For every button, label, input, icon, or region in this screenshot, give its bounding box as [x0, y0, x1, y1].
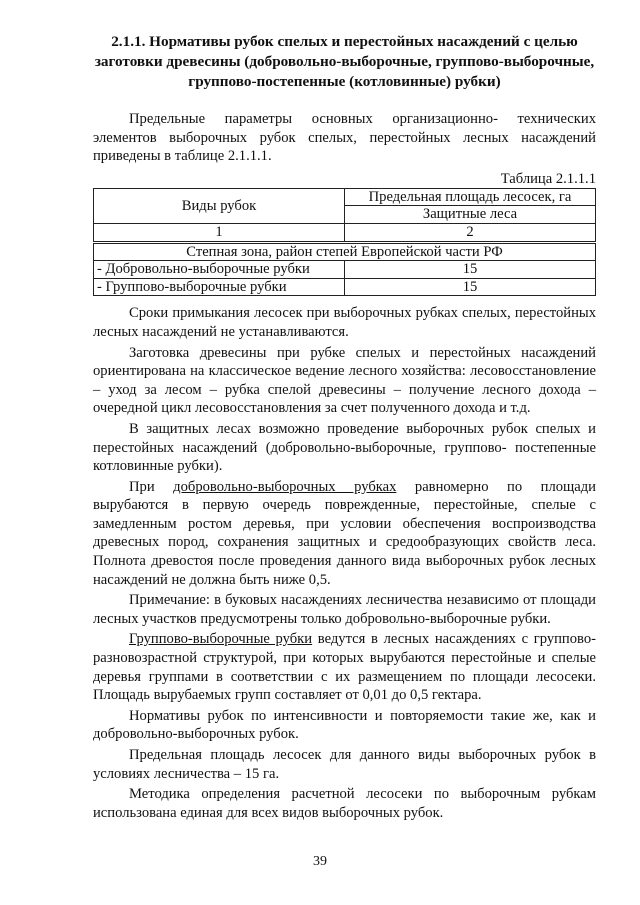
paragraph-protective: В защитных лесах возможно проведение выборочных рубок спелых и перестойных насаждений (добровольно-выборочные, группово- постепенные котловинные рубки).: [93, 420, 596, 475]
row-area-value: 15: [345, 278, 596, 296]
paragraph-max-area: Предельная площадь лесосек для данного виды выборочных рубок в условиях лесничества – 15 га.: [93, 747, 596, 782]
section-heading: 2.1.1. Нормативы рубок спелых и перестойных насаждений с целью заготовки древесины (добровольно-выборочные, группово-выборочные, группово-постепенные (котловинные) рубки): [94, 33, 595, 90]
table-row: [94, 278, 596, 296]
paragraph-intensity: Нормативы рубок по интенсивности и повторяемости такие же, как и добровольно-выборочных рубок.: [93, 707, 596, 743]
table-row: [94, 261, 596, 279]
column-number-1: 1: [94, 223, 345, 242]
document-page: [93, 32, 596, 822]
group-selective-term: Группово-выборочные рубки: [129, 631, 313, 648]
paragraph-voluntary-selective: [93, 478, 596, 590]
norms-table: [93, 188, 596, 297]
header-cut-types: Виды рубок: [94, 188, 345, 223]
paragraph-harvesting: Заготовка древесины при рубке спелых и перестойных насаждений ориентирована на классическое ведение лесного хозяйства: лесовосстановление – уход за лесом – рубка спелой древесины – получение лесного дохода – очередной цикл лесовосстановления за счет полученного дохода и т.д.: [93, 344, 596, 417]
intro-paragraph: Предельные параметры основных организационно- технических элементов выборочных рубок спелых, перестойных лесных насаждений приведены в таблице 2.1.1.1.: [93, 111, 596, 165]
p6-post: ведутся в лесных насаждениях с группово-разновозрастной структурой, при которых вырубаются перестойные и спелые деревья группами в соответствии с их размещением по площади лесосеки. Площадь вырубаемых групп составляет от 0,01 до 0,5 гектара.: [93, 631, 596, 704]
header-max-area: Предельная площадь лесосек, га: [345, 188, 596, 206]
p4-pre: При: [129, 478, 174, 495]
subheader-protective-forests: Защитные леса: [345, 206, 596, 224]
paragraph-adjacency: Сроки примыкания лесосек при выборочных рубках спелых, перестойных лесных насаждений не устанавливаются.: [93, 305, 596, 340]
row-cut-type: - Группово-выборочные рубки: [94, 278, 345, 296]
page-number: 39: [313, 854, 327, 869]
table-caption: Таблица 2.1.1.1: [500, 170, 596, 187]
column-number-2: 2: [345, 223, 596, 242]
row-area-value: 15: [345, 261, 596, 279]
p4-post: равномерно по площади вырубаются в первую очередь поврежденные, перестойные, спелые с замедленным ростом деревья, при условии обеспечения воспроизводства древесных пород, сохранения защитных и средообразующих свойств леса. Полнота древостоя после проведения данного вида выборочных рубок лесных насаждений не должна быть ниже 0,5.: [93, 478, 596, 588]
paragraph-note: Примечание: в буковых насаждениях лесничества независимо от площади лесных участков предусмотрены только добровольно-выборочные рубки.: [93, 592, 596, 627]
paragraph-method: Методика определения расчетной лесосеки по выборочным рубкам использована единая для всех видов выборочных рубок.: [93, 786, 596, 821]
paragraph-group-selective: [93, 630, 596, 704]
row-cut-type: - Добровольно-выборочные рубки: [94, 261, 345, 279]
voluntary-selective-term: добровольно-выборочных рубках: [173, 478, 397, 495]
zone-row: Степная зона, район степей Европейской части РФ: [94, 242, 596, 261]
